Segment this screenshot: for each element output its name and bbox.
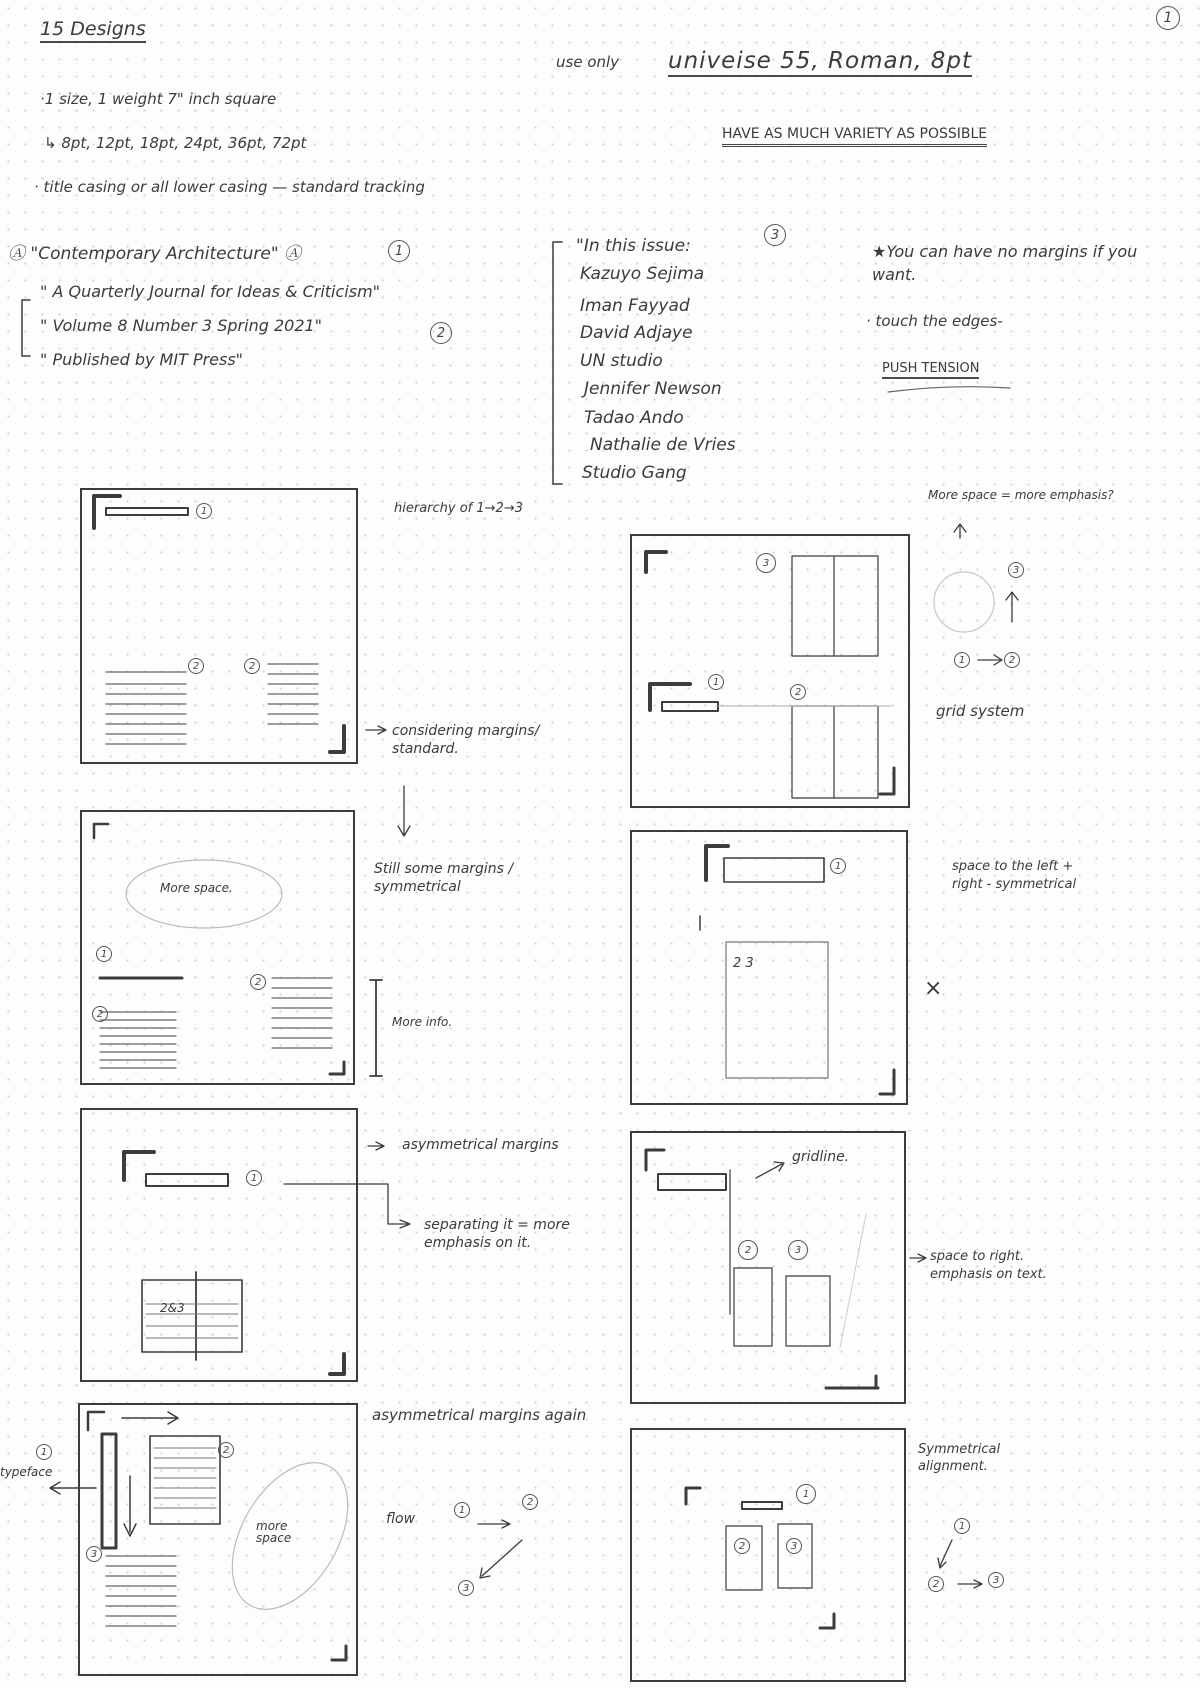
use-only-label: use only: [556, 53, 620, 71]
annotation-typeface: typeface: [0, 1465, 53, 1479]
marker: 1: [196, 503, 212, 519]
side-note-3: PUSH TENSION: [882, 362, 979, 379]
annotation-asymmetrical-again: asymmetrical margins again: [372, 1406, 587, 1424]
annotation-more-space-2: more space: [256, 1519, 292, 1545]
reject-mark: ×: [924, 976, 943, 1001]
group-1-marker: 1: [388, 240, 410, 262]
issue-heading: "In this issue:: [576, 236, 691, 256]
rule-3: · title casing or all lower casing — standard tracking: [34, 178, 425, 196]
marker: 2: [522, 1494, 538, 1510]
marker: 3: [786, 1538, 802, 1554]
marker: 2: [790, 684, 806, 700]
annotation-emphasis: More space = more emphasis?: [928, 488, 1114, 502]
marker: 3: [756, 553, 776, 573]
marker: 3: [988, 1572, 1004, 1588]
group-1-line-2: " Volume 8 Number 3 Spring 2021": [40, 316, 323, 335]
rule-1: ·1 size, 1 weight 7" inch square: [40, 90, 277, 108]
marker: 3: [788, 1240, 808, 1260]
marker: 1: [96, 946, 112, 962]
marker: 2: [928, 1576, 944, 1592]
annotation-margins-standard: considering margins/ standard.: [392, 723, 540, 758]
marker: 2: [1004, 652, 1020, 668]
side-note-2: · touch the edges-: [866, 312, 1003, 330]
marker: 1: [796, 1484, 816, 1504]
page-number: 1: [1156, 6, 1180, 30]
marker: 1: [454, 1502, 470, 1518]
issue-marker: 3: [764, 224, 786, 246]
annotation-hierarchy: hierarchy of 1→2→3: [394, 501, 523, 516]
marker: 2: [188, 658, 204, 674]
issue-name-2: Iman Fayyad: [580, 296, 690, 316]
issue-name-4: UN studio: [580, 351, 663, 371]
use-only-value: univeise 55, Roman, 8pt: [668, 50, 972, 77]
marker: 1: [954, 652, 970, 668]
annotation-space-left-right: space to the left + right - symmetrical: [952, 859, 1077, 892]
marker: 2: [738, 1240, 758, 1260]
marker: 2: [92, 1006, 108, 1022]
issue-name-7: Nathalie de Vries: [590, 435, 736, 455]
group-1-title: Ⓐ "Contemporary Architecture" Ⓐ: [8, 244, 302, 264]
annotation-symmetrical: Still some margins / symmetrical: [374, 861, 514, 896]
group-1-line-3: " Published by MIT Press": [40, 350, 244, 369]
rule-2: ↳ 8pt, 12pt, 18pt, 24pt, 36pt, 72pt: [44, 134, 307, 152]
issue-name-8: Studio Gang: [582, 463, 687, 483]
annotation-flow: flow: [386, 1511, 416, 1527]
issue-name-1: Kazuyo Sejima: [580, 264, 705, 284]
annotation-space-right: space to right. emphasis on text.: [930, 1249, 1047, 1283]
marker: 1: [708, 674, 724, 690]
marker: 1: [246, 1170, 262, 1186]
marker: 3: [1008, 562, 1024, 578]
side-note-1: ★You can have no margins if you want.: [872, 242, 1138, 285]
marker: 2: [734, 1538, 750, 1554]
group-1-marker-2: 2: [430, 322, 452, 344]
issue-name-3: David Adjaye: [580, 323, 693, 343]
group-1-line-1: " A Quarterly Journal for Ideas & Criticism": [40, 282, 381, 301]
page-title: 15 Designs: [40, 20, 146, 43]
annotation-grid-system: grid system: [936, 702, 1025, 720]
annotation-separating: separating it = more emphasis on it.: [424, 1217, 570, 1252]
marker: 1: [830, 858, 846, 874]
marker-pair: 2&3: [160, 1301, 185, 1315]
annotation-gridline: gridline.: [792, 1149, 850, 1165]
marker: 3: [86, 1546, 102, 1562]
annotation-symmetrical-alignment: Symmetrical alignment.: [918, 1442, 1001, 1474]
marker: 3: [458, 1580, 474, 1596]
marker: 2: [250, 974, 266, 990]
issue-name-5: Jennifer Newson: [584, 379, 722, 399]
marker: 2: [244, 658, 260, 674]
issue-name-6: Tadao Ando: [584, 408, 684, 428]
variety-note: HAVE AS MUCH VARIETY AS POSSIBLE: [722, 127, 987, 147]
annotation-more-info: More info.: [392, 1015, 453, 1029]
marker-pair: 2 3: [733, 956, 754, 971]
marker: 1: [36, 1444, 52, 1460]
marker: 2: [218, 1442, 234, 1458]
annotation-asymmetrical: asymmetrical margins: [402, 1137, 559, 1153]
annotation-more-space: More space.: [160, 881, 233, 895]
marker: 1: [954, 1518, 970, 1534]
